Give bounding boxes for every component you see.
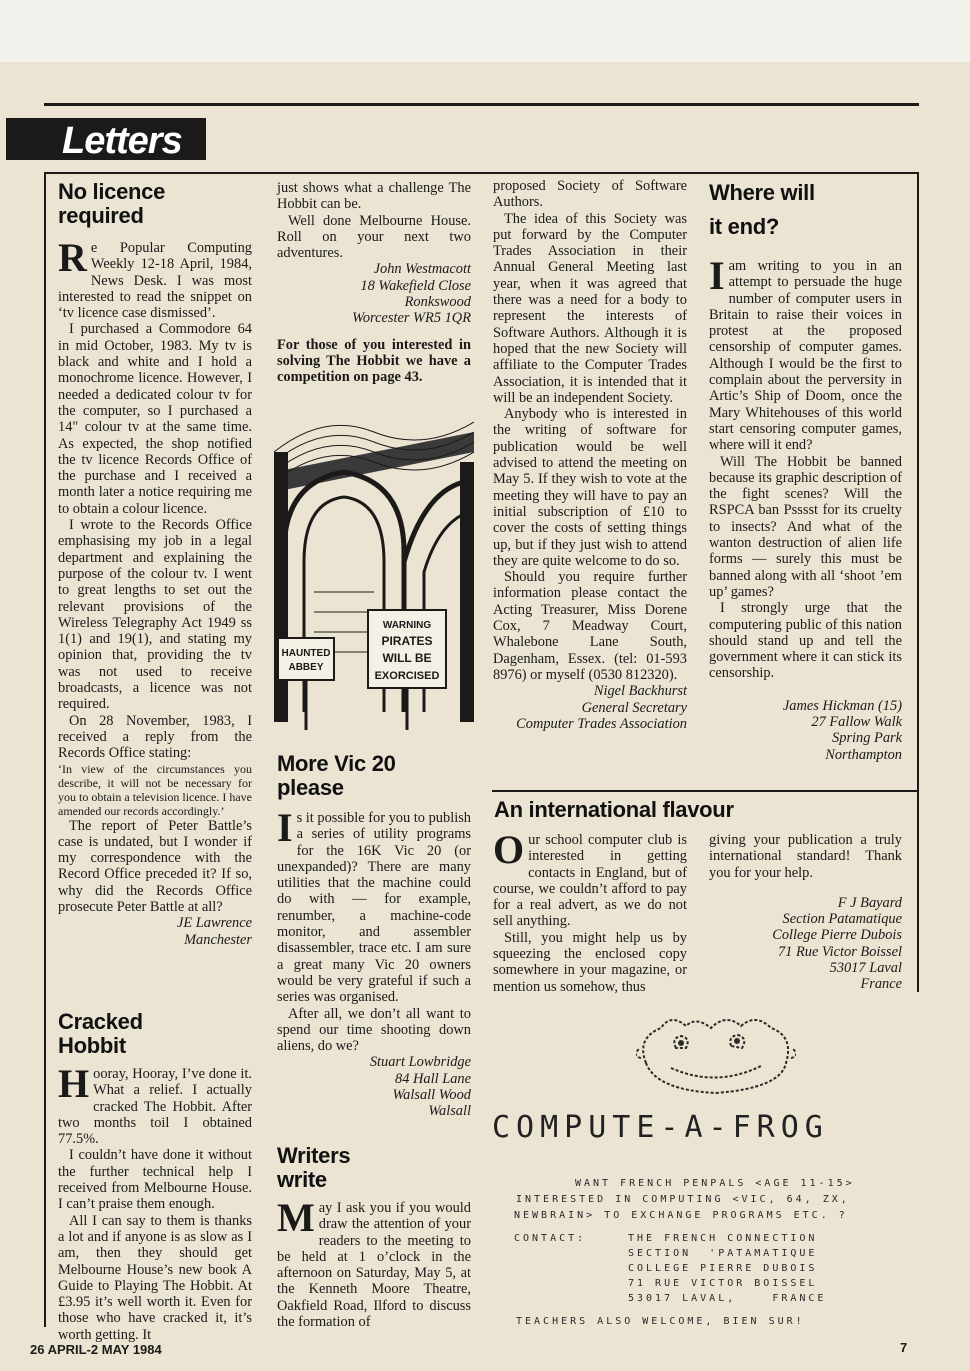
sign-right-line-3: WILL BE — [382, 651, 432, 665]
letter-2-heading: Cracked Hobbit — [58, 1009, 143, 1058]
letter-4-para-4: Anybody who is interested in the writing of software for publication would be well advised to attend the meeting on May 5. If they wish to vote at the meeting they will have to pay an initial subscription of £10 to cover the costs of setting things up, but if they just wish to attend they are quite welcome to do so. — [493, 406, 687, 569]
letter-2-start — [58, 1010, 252, 1343]
frog-ad-contact-5: 53017 LAVAL, FRANCE — [628, 1293, 827, 1304]
footer-date: 26 APRIL-2 MAY 1984 — [30, 1342, 162, 1357]
letter-6-heading: An international flavour — [494, 797, 734, 822]
frog-ad-line-1: WANT FRENCH PENPALS <AGE 11-15> — [575, 1178, 855, 1189]
letter-5-para-3: I strongly urge that the computering public of this nation should stand up and tell the government where it can stick its censorship. — [709, 600, 902, 682]
letter-6-signature: F J Bayard Section Patamatique College Pierre Dubois 71 Rue Victor Boissel 53017 Laval France — [772, 894, 902, 993]
letter-3-para-1: Is it possible for you to publish a series of utility programs for the 16K Vic 20 (or unexpanded)? There are many utilities that the machine could do with — for example, renumber, a machine-code monitor, and assembler disassembler, trace etc. I am sure a great many Vic 20 owners would be very grateful if such a series was organised. — [277, 805, 471, 1006]
letter-1-para-5: The report of Peter Battle’s case is undated, but I wonder if my correspondence with the Record Office preceded it? If so, why did the Records Office prosecute Peter Battle at all? — [58, 817, 252, 915]
letter-3-heading: More Vic 20 please — [277, 751, 396, 800]
section-title: Letters — [62, 120, 182, 162]
frog-ad-line-3: NEWBRAIN> TO EXCHANGE PROGRAMS ETC. ? — [514, 1210, 848, 1221]
column-rule-top — [44, 172, 919, 174]
letter-6-col-a — [493, 827, 687, 995]
letter-2-para-2: I couldn’t have done it without the further technical help I received from Melbourne House. I can’t praise them enough. — [58, 1147, 252, 1213]
letter-1-heading: No licence required — [58, 179, 166, 228]
letter-2-para-5: Well done Melbourne House. Roll on your next two adventures. — [277, 212, 471, 262]
sign-right-line-4: EXORCISED — [374, 670, 440, 682]
letter-5-para-1: Iam writing to you in an attempt to persuade the huge number of computer users in Britain to raise their voices in protest at the proposed censorship of computer games. Although I would be the first to complain about the perversity in Artic’s Ship of Doom, once the Mary Whitehouses of this world start censoring computer games, where will it end? — [709, 253, 902, 454]
sign-left-line-1: HAUNTED — [281, 648, 331, 659]
letter-1-para-2: I purchased a Commodore 64 in mid October, 1983. My tv is black and white and I hold a monochrome licence. However, I needed a dedicated colour tv for the computer, so I purchased a 14" colour tv at the same time. As expected, the shop notified the tv licence Records Office of the purchase and I received a month later a notice requiring me to obtain a colour licence. — [58, 321, 252, 517]
frog-ad-contact-label: CONTACT: — [514, 1233, 587, 1244]
letter-3 — [277, 752, 471, 1120]
letter-4-para-3: The idea of this Society was put forward by the Computer Trades Association in their Annual General Meeting last year, when it was agreed that there was a need for a body to represent the interests of Software Authors. Although it is hoped that the new Society will affiliate to the Computer Trades Association, it is intended that it will be an independent Society. — [493, 210, 687, 406]
scan-top-margin — [0, 0, 970, 62]
frog-ad-contact-1: THE FRENCH CONNECTION — [628, 1233, 818, 1244]
letter-2-para-1: Hooray, Hooray, I’ve done it. What a relief. I actually cracked The Hobbit. After two months toil I obtained 77.5%. — [58, 1061, 252, 1148]
letter-6-col-b — [709, 832, 902, 993]
letter-4-start — [277, 1144, 471, 1330]
letter-5-para-2: Will The Hobbit be banned because its graphic description of the fight scenes? Will the RSPCA ban Psssst for its cruelty to insects? And what of the wanton destruction of alien life forms — surely this must be banned along with all ‘shoot ’em up’ games? — [709, 453, 902, 600]
column-3 — [493, 178, 687, 732]
letter-2-signature: John Westmacott 18 Wakefield Close Ronkswood Worcester WR5 1QR — [352, 261, 471, 327]
column-rule-right — [917, 172, 919, 992]
column-4 — [709, 176, 902, 763]
sign-right-line-1: WARNING — [382, 620, 432, 631]
frog-ad-contact-4: 71 RUE VICTOR BOISSEL — [628, 1278, 818, 1289]
sign-left-line-2: ABBEY — [288, 662, 324, 673]
frog-ad-contact-2: SECTION 'PATAMATIQUE — [628, 1248, 818, 1259]
column-rule-left — [44, 172, 46, 1327]
frog-drawing — [636, 1008, 796, 1098]
column-1 — [58, 180, 252, 948]
sign-right-line-2: PIRATES — [381, 634, 433, 648]
letter-1-quote: ‘In view of the circumstances you describe, it will not be necessary for you to obtain a television licence. I have amended our records accordingly.’ — [58, 761, 252, 818]
page-number: 7 — [900, 1340, 908, 1355]
frog-ad-contact-3: COLLEGE PIERRE DUBOIS — [628, 1263, 818, 1274]
letter-1-para-1: Re Popular Computing Weekly 12-18 April, 1984, News Desk. I was most interested to read the snippet on ‘tv licence case dismissed’. — [58, 235, 252, 322]
letter-4-heading: Writers write — [277, 1143, 351, 1192]
letter-1-signature: JE Lawrence Manchester — [177, 915, 252, 948]
frog-ad-title: COMPUTE-A-FROG — [492, 1110, 829, 1145]
letter-3-signature: Stuart Lowbridge 84 Hall Lane Walsall Wood Walsall — [369, 1054, 471, 1120]
frog-ad-closing: TEACHERS ALSO WELCOME, BIEN SUR! — [516, 1316, 805, 1327]
haunted-abbey-cartoon — [274, 412, 474, 730]
letter-4-para-5: Should you require further information please contact the Acting Treasurer, Miss Dorene Cox, 7 Meadway Court, Whalebone Lane South, Dagenham, Essex. (tel: 01-593 8976) or myself (0530 812320). — [493, 569, 687, 683]
frog-ad-line-2: INTERESTED IN COMPUTING <VIC, 64, ZX, — [516, 1194, 850, 1205]
letter-3-para-2: After all, we don’t all want to spend our time shooting down aliens, do we? — [277, 1005, 471, 1055]
column-2 — [277, 180, 471, 386]
letter-1-para-3: I wrote to the Records Office emphasising my job in a legal department and explaining the purpose of the colour tv. I went to great lengths to set out the relevant provisions of the Wireless Telegraphy Act 1949 ss 1(1) and 19(1), and stating my opinion that, providing the tv was not used to receive broadcasts, a licence was not required. — [58, 517, 252, 713]
letter-5-signature: James Hickman (15) 27 Fallow Walk Spring Park Northampton — [782, 697, 902, 763]
letter-6-para-2: Still, you might help us by squeezing the enclosed copy somewhere in your magazine, or mention us somehow, thus — [493, 929, 687, 995]
letter-6-para-1: Our school computer club is interested in getting contacts in England, but of course, we couldn’t afford to pay for a real advert, as we do not sell anything. — [493, 827, 687, 930]
letter-4-para-1: May I ask you if you would draw the attention of your readers to the meeting to be held at 1 o’clock in the afternoon on Saturday, May 5, at the Kenneth Moore Theatre, Oakfield Road, Ilford to discuss the formation of — [277, 1195, 471, 1331]
international-top-rule — [492, 790, 919, 792]
letter-4-signature: Nigel Backhurst General Secretary Computer Trades Association — [516, 683, 687, 732]
editor-note: For those of you interested in solving The Hobbit we have a competition on page 43. — [277, 336, 471, 386]
top-rule — [44, 103, 919, 106]
letter-2-para-3: All I can say to them is thanks a lot and if anyone is as slow as I am, then they should get Melbourne House’s new book A Guide to Playing The Hobbit. At £3.95 it’s well worth it. Even for those who have cracked it, it’s worth getting. It — [58, 1212, 252, 1343]
letter-4-para-2: proposed Society of Software Authors. — [493, 178, 687, 211]
letter-1-para-4: On 28 November, 1983, I received a reply from the Records Office stating: — [58, 712, 252, 762]
letter-5-heading: Where will it end? — [709, 180, 815, 239]
letter-6-para-3: giving your publication a truly international standard! Thank you for your help. — [709, 832, 902, 881]
letter-2-para-4: just shows what a challenge The Hobbit can be. — [277, 180, 471, 213]
